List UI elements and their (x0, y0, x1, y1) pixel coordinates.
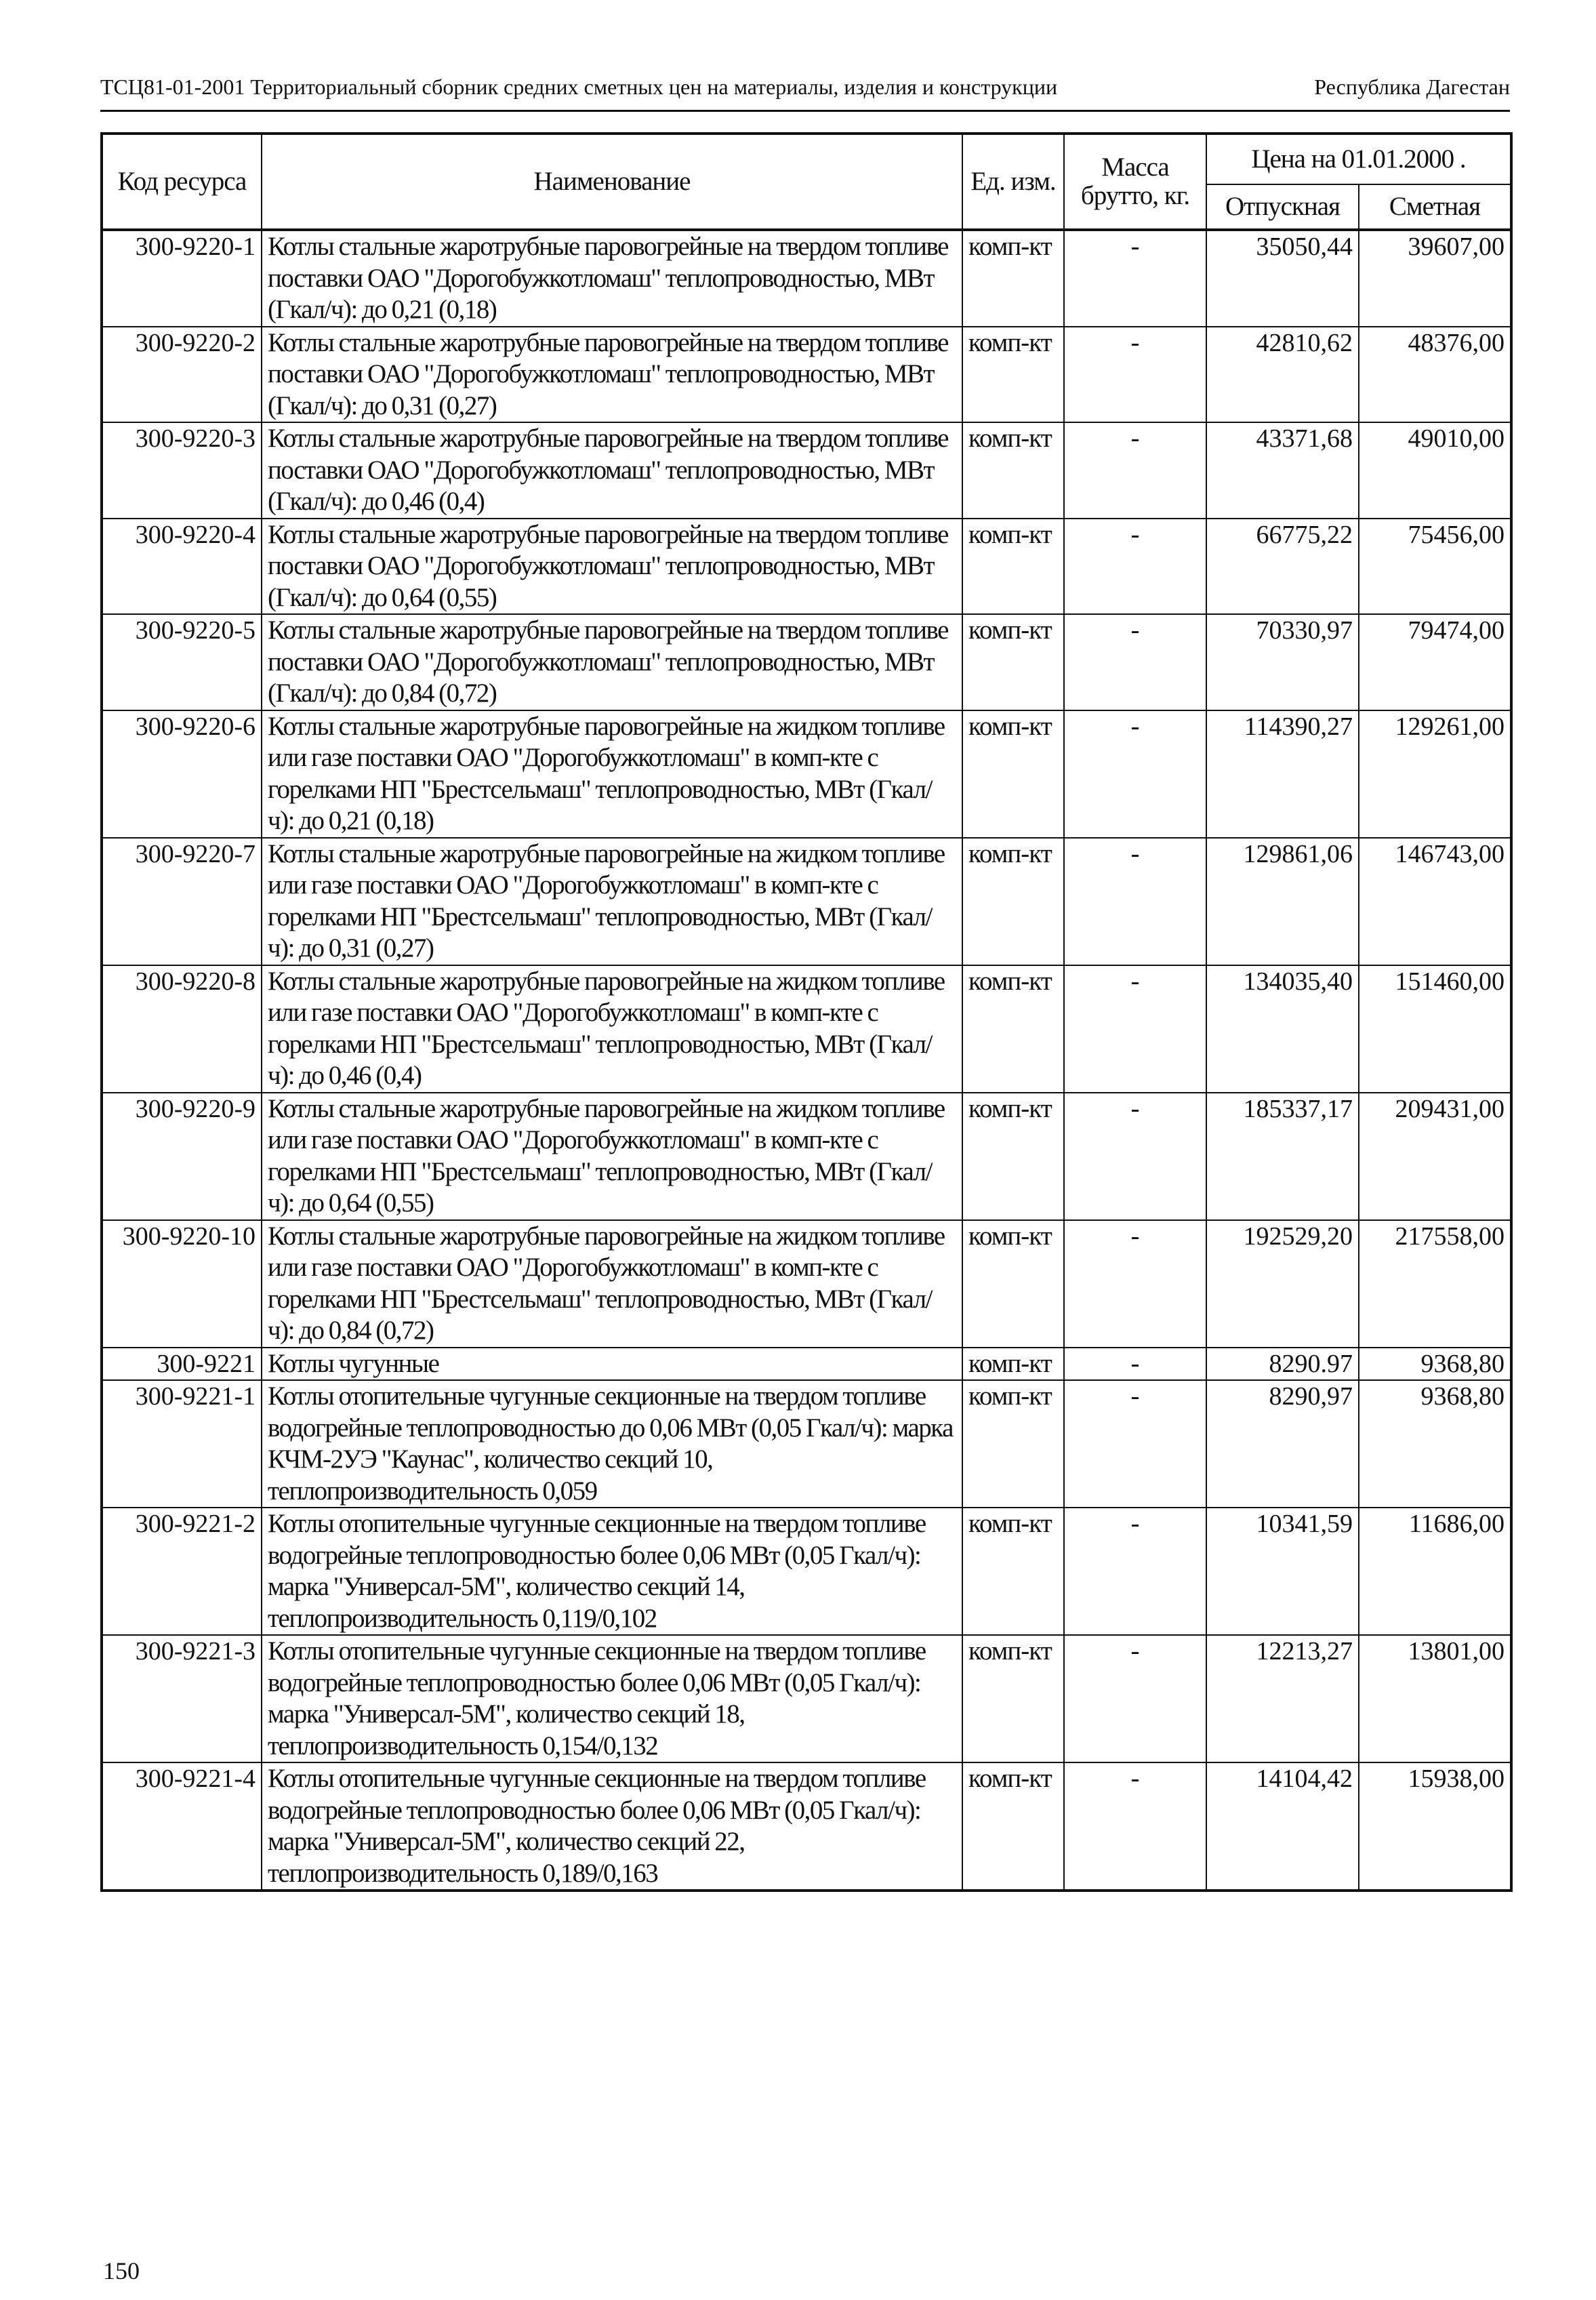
estimate-price-cell: 217558,00 (1359, 1220, 1511, 1348)
mass-cell: - (1064, 327, 1206, 423)
resource-code-cell: 300-9221-4 (102, 1762, 262, 1891)
column-header-unit: Ед. изм. (962, 134, 1064, 230)
resource-name-cell: Котлы стальные жаротрубные паровогрейные на жидком топливе или газе поставки ОАО "Дорогобужкотломаш" в комп-кте с горелками НП "Брестсельмаш" теплопроводностью, МВт (Гкал/ч): до 0,64 (0,55) (262, 1093, 962, 1220)
resource-name-cell: Котлы чугунные (262, 1348, 962, 1381)
table-row (102, 1762, 1511, 1891)
unit-cell: комп-кт (962, 1093, 1064, 1220)
resource-code-cell: 300-9220-9 (102, 1093, 262, 1220)
unit-cell: комп-кт (962, 327, 1064, 423)
mass-cell: - (1064, 230, 1206, 327)
resource-name-cell: Котлы стальные жаротрубные паровогрейные на твердом топливе поставки ОАО "Дорогобужкотломаш" теплопроводностью, МВт (Гкал/ч): до 0,31 (0,27) (262, 327, 962, 423)
unit-cell: комп-кт (962, 614, 1064, 710)
release-price-cell: 43371,68 (1206, 422, 1359, 519)
column-header-code: Код ресурса (102, 134, 262, 230)
estimate-price-cell: 39607,00 (1359, 230, 1511, 327)
resource-code-cell: 300-9220-4 (102, 519, 262, 615)
estimate-price-cell: 151460,00 (1359, 965, 1511, 1093)
resource-name-cell: Котлы стальные жаротрубные паровогрейные на жидком топливе или газе поставки ОАО "Дорогобужкотломаш" в комп-кте с горелками НП "Брестсельмаш" теплопроводностью, МВт (Гкал/ч): до 0,46 (0,4) (262, 965, 962, 1093)
resource-code-cell: 300-9221-2 (102, 1508, 262, 1635)
release-price-cell: 12213,27 (1206, 1635, 1359, 1762)
resource-name-cell: Котлы стальные жаротрубные паровогрейные на твердом топливе поставки ОАО "Дорогобужкотломаш" теплопроводностью, МВт (Гкал/ч): до 0,21 (0,18) (262, 230, 962, 327)
column-header-price-group: Цена на 01.01.2000 . (1206, 134, 1511, 184)
release-price-cell: 114390,27 (1206, 710, 1359, 838)
unit-cell: комп-кт (962, 422, 1064, 519)
unit-cell: комп-кт (962, 1348, 1064, 1381)
mass-cell: - (1064, 965, 1206, 1093)
resource-name-cell: Котлы стальные жаротрубные паровогрейные на жидком топливе или газе поставки ОАО "Дорогобужкотломаш" в комп-кте с горелками НП "Брестсельмаш" теплопроводностью, МВт (Гкал/ч): до 0,31 (0,27) (262, 838, 962, 965)
resource-code-cell: 300-9220-8 (102, 965, 262, 1093)
release-price-cell: 66775,22 (1206, 519, 1359, 615)
release-price-cell: 134035,40 (1206, 965, 1359, 1093)
mass-cell: - (1064, 1508, 1206, 1635)
estimate-price-cell: 79474,00 (1359, 614, 1511, 710)
table-row (102, 230, 1511, 327)
estimate-price-cell: 49010,00 (1359, 422, 1511, 519)
column-header-price-estimate: Сметная (1359, 184, 1511, 230)
region-name: Республика Дагестан (1314, 75, 1510, 99)
release-price-cell: 129861,06 (1206, 838, 1359, 965)
release-price-cell: 42810,62 (1206, 327, 1359, 423)
column-header-mass: Масса брутто, кг. (1064, 134, 1206, 230)
mass-cell: - (1064, 1220, 1206, 1348)
release-price-cell: 185337,17 (1206, 1093, 1359, 1220)
estimate-price-cell: 129261,00 (1359, 710, 1511, 838)
header-rule (100, 110, 1510, 112)
estimate-price-cell: 146743,00 (1359, 838, 1511, 965)
estimate-price-cell: 11686,00 (1359, 1508, 1511, 1635)
table-row (102, 1348, 1511, 1381)
mass-cell: - (1064, 1762, 1206, 1891)
release-price-cell: 10341,59 (1206, 1508, 1359, 1635)
estimate-price-cell: 75456,00 (1359, 519, 1511, 615)
resource-code-cell: 300-9220-2 (102, 327, 262, 423)
unit-cell: комп-кт (962, 230, 1064, 327)
resource-name-cell: Котлы отопительные чугунные секционные на твердом топливе водогрейные теплопроводностью более 0,06 МВт (0,05 Гкал/ч): марка "Универсал-5М", количество секций 18, теплопроизводительность 0,154/0,132 (262, 1635, 962, 1762)
resource-code-cell: 300-9220-1 (102, 230, 262, 327)
page-number: 150 (103, 2257, 140, 2284)
table-row (102, 1635, 1511, 1762)
unit-cell: комп-кт (962, 838, 1064, 965)
estimate-price-cell: 9368,80 (1359, 1380, 1511, 1508)
mass-cell: - (1064, 710, 1206, 838)
table-row (102, 1508, 1511, 1635)
resource-name-cell: Котлы стальные жаротрубные паровогрейные на твердом топливе поставки ОАО "Дорогобужкотломаш" теплопроводностью, МВт (Гкал/ч): до 0,46 (0,4) (262, 422, 962, 519)
resource-name-cell: Котлы отопительные чугунные секционные на твердом топливе водогрейные теплопроводностью более 0,06 МВт (0,05 Гкал/ч): марка "Универсал-5М", количество секций 22, теплопроизводительность 0,189/0,163 (262, 1762, 962, 1891)
release-price-cell: 35050,44 (1206, 230, 1359, 327)
column-header-price-release: Отпускная (1206, 184, 1359, 230)
table-row (102, 1220, 1511, 1348)
column-header-name: Наименование (262, 134, 962, 230)
collection-title: ТСЦ81-01-2001 Территориальный сборник средних сметных цен на материалы, изделия и конструкции (100, 75, 1058, 99)
mass-cell: - (1064, 614, 1206, 710)
price-table-body (102, 230, 1511, 1891)
table-row (102, 1093, 1511, 1220)
table-row (102, 422, 1511, 519)
resource-name-cell: Котлы стальные жаротрубные паровогрейные на жидком топливе или газе поставки ОАО "Дорогобужкотломаш" в комп-кте с горелками НП "Брестсельмаш" теплопроводностью, МВт (Гкал/ч): до 0,21 (0,18) (262, 710, 962, 838)
release-price-cell: 8290,97 (1206, 1380, 1359, 1508)
table-row (102, 614, 1511, 710)
estimate-price-cell: 9368,80 (1359, 1348, 1511, 1381)
resource-name-cell: Котлы отопительные чугунные секционные на твердом топливе водогрейные теплопроводностью более 0,06 МВт (0,05 Гкал/ч): марка "Универсал-5М", количество секций 14, теплопроизводительность 0,119/0,102 (262, 1508, 962, 1635)
table-row (102, 838, 1511, 965)
table-row (102, 965, 1511, 1093)
unit-cell: комп-кт (962, 1762, 1064, 1891)
unit-cell: комп-кт (962, 519, 1064, 615)
table-row (102, 1380, 1511, 1508)
unit-cell: комп-кт (962, 1220, 1064, 1348)
resource-code-cell: 300-9220-6 (102, 710, 262, 838)
mass-cell: - (1064, 1348, 1206, 1381)
release-price-cell: 192529,20 (1206, 1220, 1359, 1348)
table-row (102, 519, 1511, 615)
resource-code-cell: 300-9221-1 (102, 1380, 262, 1508)
unit-cell: комп-кт (962, 1635, 1064, 1762)
table-row (102, 710, 1511, 838)
resource-code-cell: 300-9221 (102, 1348, 262, 1381)
resource-code-cell: 300-9220-7 (102, 838, 262, 965)
table-row (102, 327, 1511, 423)
unit-cell: комп-кт (962, 1508, 1064, 1635)
mass-cell: - (1064, 838, 1206, 965)
mass-cell: - (1064, 422, 1206, 519)
resource-code-cell: 300-9220-5 (102, 614, 262, 710)
release-price-cell: 70330,97 (1206, 614, 1359, 710)
mass-cell: - (1064, 519, 1206, 615)
release-price-cell: 8290.97 (1206, 1348, 1359, 1381)
page-header (100, 73, 1510, 100)
mass-cell: - (1064, 1380, 1206, 1508)
resource-name-cell: Котлы стальные жаротрубные паровогрейные на жидком топливе или газе поставки ОАО "Дорогобужкотломаш" в комп-кте с горелками НП "Брестсельмаш" теплопроводностью, МВт (Гкал/ч): до 0,84 (0,72) (262, 1220, 962, 1348)
estimate-price-cell: 48376,00 (1359, 327, 1511, 423)
estimate-price-cell: 13801,00 (1359, 1635, 1511, 1762)
resource-name-cell: Котлы стальные жаротрубные паровогрейные на твердом топливе поставки ОАО "Дорогобужкотломаш" теплопроводностью, МВт (Гкал/ч): до 0,84 (0,72) (262, 614, 962, 710)
resource-name-cell: Котлы стальные жаротрубные паровогрейные на твердом топливе поставки ОАО "Дорогобужкотломаш" теплопроводностью, МВт (Гкал/ч): до 0,64 (0,55) (262, 519, 962, 615)
unit-cell: комп-кт (962, 710, 1064, 838)
price-table (100, 132, 1513, 1892)
resource-code-cell: 300-9220-10 (102, 1220, 262, 1348)
estimate-price-cell: 15938,00 (1359, 1762, 1511, 1891)
unit-cell: комп-кт (962, 1380, 1064, 1508)
resource-code-cell: 300-9220-3 (102, 422, 262, 519)
resource-code-cell: 300-9221-3 (102, 1635, 262, 1762)
resource-name-cell: Котлы отопительные чугунные секционные на твердом топливе водогрейные теплопроводностью до 0,06 МВт (0,05 Гкал/ч): марка КЧМ-2УЭ "Каунас", количество секций 10, теплопроизводительность 0,059 (262, 1380, 962, 1508)
mass-cell: - (1064, 1635, 1206, 1762)
mass-cell: - (1064, 1093, 1206, 1220)
unit-cell: комп-кт (962, 965, 1064, 1093)
estimate-price-cell: 209431,00 (1359, 1093, 1511, 1220)
release-price-cell: 14104,42 (1206, 1762, 1359, 1891)
